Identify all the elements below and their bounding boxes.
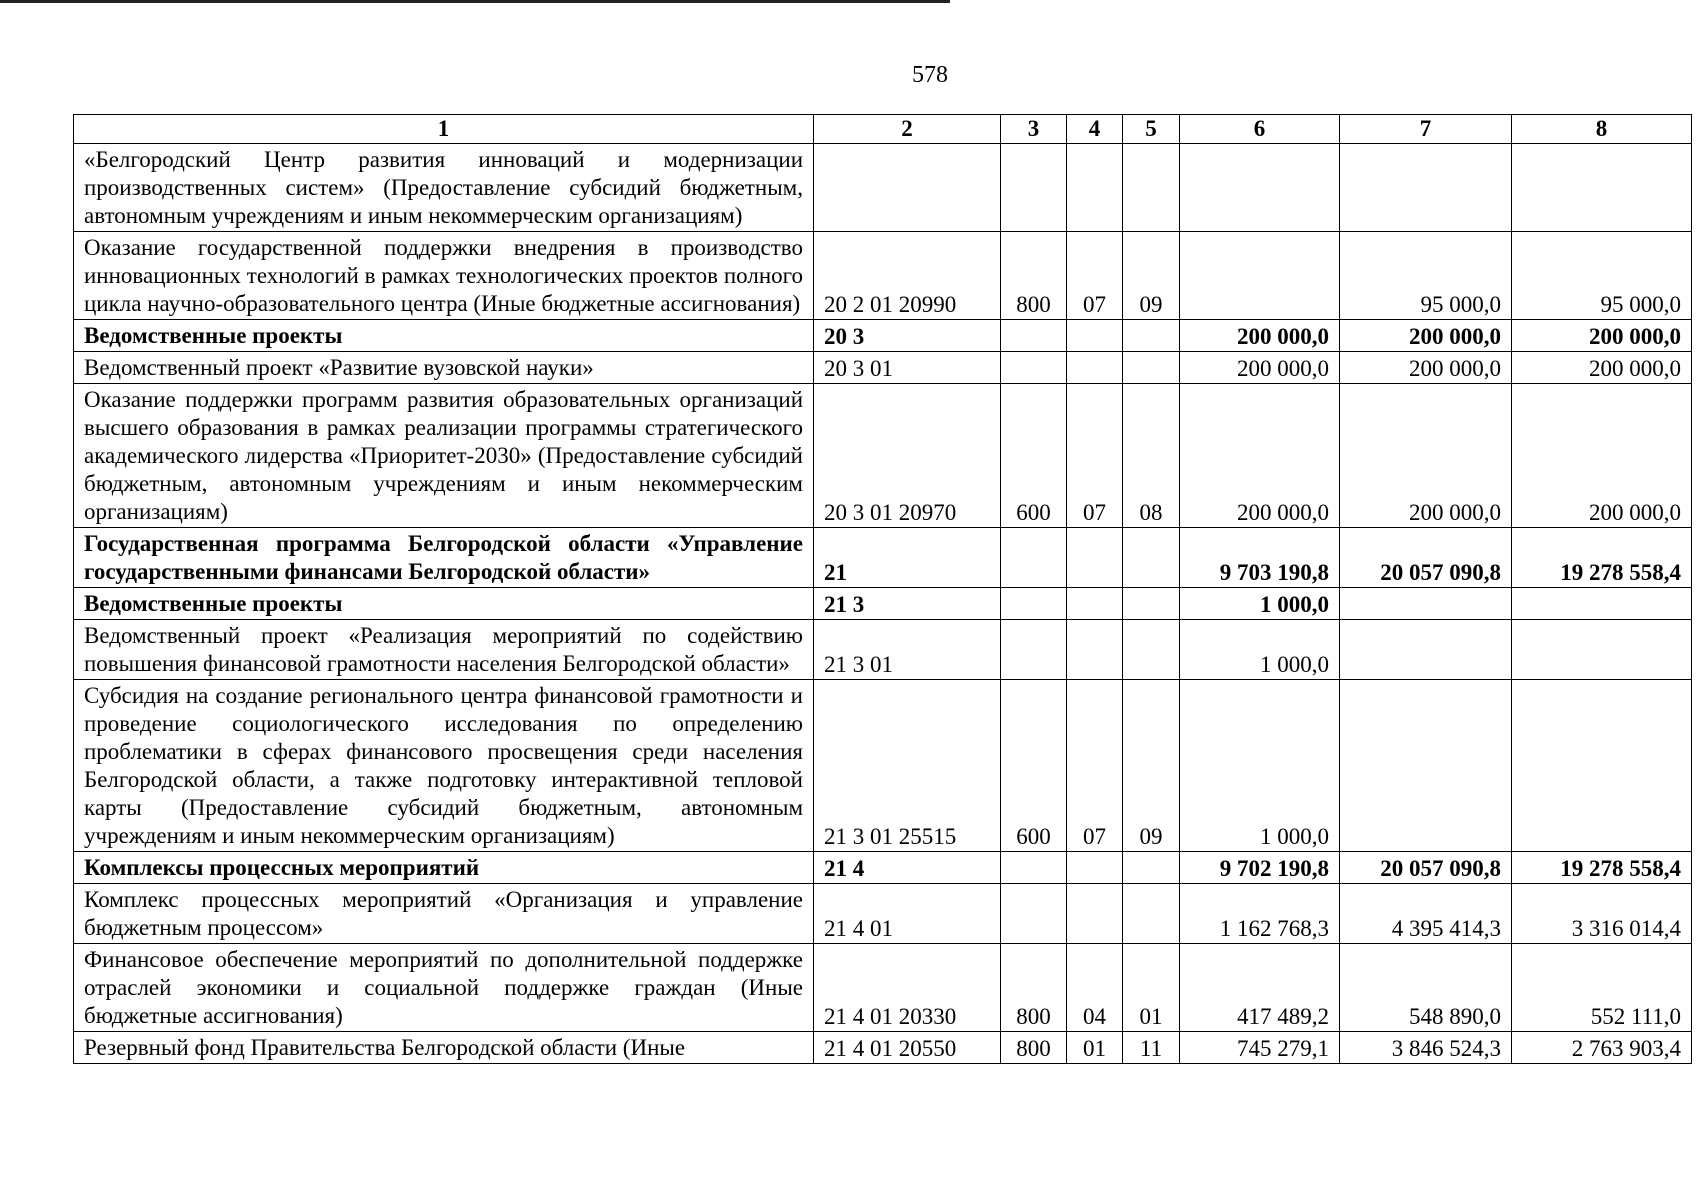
row-expense-type — [1001, 144, 1067, 232]
row-description: Ведомственные проекты — [74, 320, 814, 352]
row-amount-col8: 2 763 903,4 — [1512, 1032, 1692, 1064]
header-col-6: 6 — [1180, 115, 1340, 144]
row-amount-col6: 1 162 768,3 — [1180, 884, 1340, 944]
row-description: Резервный фонд Правительства Белгородской области (Иные — [74, 1032, 814, 1064]
row-amount-col7: 548 890,0 — [1340, 944, 1512, 1032]
table-row — [74, 620, 1692, 680]
row-amount-col8: 552 111,0 — [1512, 944, 1692, 1032]
row-amount-col6 — [1180, 144, 1340, 232]
row-subsection: 09 — [1123, 680, 1180, 852]
row-amount-col7 — [1340, 620, 1512, 680]
row-code: 20 3 01 — [814, 352, 1001, 384]
table-row — [74, 884, 1692, 944]
row-expense-type — [1001, 852, 1067, 884]
row-amount-col8: 200 000,0 — [1512, 352, 1692, 384]
row-code: 21 4 01 20330 — [814, 944, 1001, 1032]
row-description: Оказание поддержки программ развития образовательных организаций высшего образования в рамках реализации программы стратегического академического лидерства «Приоритет-2030» (Предоставление субсидий бюджетным, автономным учреждениям и иным некоммерческим организациям) — [74, 384, 814, 528]
row-section — [1067, 852, 1123, 884]
row-section — [1067, 352, 1123, 384]
row-amount-col6: 1 000,0 — [1180, 588, 1340, 620]
row-expense-type: 800 — [1001, 944, 1067, 1032]
row-amount-col8: 200 000,0 — [1512, 384, 1692, 528]
row-code: 21 — [814, 528, 1001, 588]
table-row — [74, 944, 1692, 1032]
row-code: 20 2 01 20990 — [814, 232, 1001, 320]
page-number: 578 — [912, 62, 948, 88]
row-description: Ведомственный проект «Развитие вузовской науки» — [74, 352, 814, 384]
table-row — [74, 852, 1692, 884]
row-amount-col7 — [1340, 144, 1512, 232]
row-subsection — [1123, 620, 1180, 680]
row-subsection — [1123, 320, 1180, 352]
row-amount-col6: 200 000,0 — [1180, 384, 1340, 528]
row-amount-col8: 3 316 014,4 — [1512, 884, 1692, 944]
top-rule — [0, 0, 950, 3]
table-row — [74, 384, 1692, 528]
row-amount-col6 — [1180, 232, 1340, 320]
row-subsection — [1123, 528, 1180, 588]
row-subsection — [1123, 852, 1180, 884]
row-description: Комплексы процессных мероприятий — [74, 852, 814, 884]
row-code: 21 3 — [814, 588, 1001, 620]
row-amount-col7: 4 395 414,3 — [1340, 884, 1512, 944]
row-amount-col7: 3 846 524,3 — [1340, 1032, 1512, 1064]
row-code: 20 3 01 20970 — [814, 384, 1001, 528]
row-section — [1067, 884, 1123, 944]
table-row — [74, 320, 1692, 352]
row-section — [1067, 144, 1123, 232]
table-row — [74, 1032, 1692, 1064]
row-amount-col7: 200 000,0 — [1340, 320, 1512, 352]
row-expense-type — [1001, 620, 1067, 680]
row-description: Ведомственный проект «Реализация мероприятий по содействию повышения финансовой грамотности населения Белгородской области» — [74, 620, 814, 680]
row-code: 21 4 01 20550 — [814, 1032, 1001, 1064]
row-amount-col7: 95 000,0 — [1340, 232, 1512, 320]
row-subsection: 08 — [1123, 384, 1180, 528]
row-amount-col7: 20 057 090,8 — [1340, 852, 1512, 884]
row-amount-col8: 19 278 558,4 — [1512, 852, 1692, 884]
row-expense-type — [1001, 884, 1067, 944]
row-section: 07 — [1067, 384, 1123, 528]
row-amount-col6: 200 000,0 — [1180, 352, 1340, 384]
row-amount-col7: 200 000,0 — [1340, 352, 1512, 384]
header-col-1: 1 — [74, 115, 814, 144]
row-subsection: 01 — [1123, 944, 1180, 1032]
header-col-8: 8 — [1512, 115, 1692, 144]
row-amount-col6: 9 703 190,8 — [1180, 528, 1340, 588]
budget-table — [73, 114, 1692, 1064]
row-subsection — [1123, 588, 1180, 620]
table-row — [74, 144, 1692, 232]
row-subsection — [1123, 144, 1180, 232]
row-expense-type — [1001, 352, 1067, 384]
row-amount-col6: 1 000,0 — [1180, 680, 1340, 852]
row-description: Оказание государственной поддержки внедрения в производство инновационных технологий в рамках технологических проектов полного цикла научно-образовательного центра (Иные бюджетные ассигнования) — [74, 232, 814, 320]
row-expense-type: 600 — [1001, 680, 1067, 852]
table-body — [74, 144, 1692, 1064]
header-row — [74, 115, 1692, 144]
row-code — [814, 144, 1001, 232]
header-col-7: 7 — [1340, 115, 1512, 144]
row-amount-col6: 745 279,1 — [1180, 1032, 1340, 1064]
row-section — [1067, 588, 1123, 620]
table-row — [74, 588, 1692, 620]
row-amount-col8 — [1512, 144, 1692, 232]
row-expense-type — [1001, 588, 1067, 620]
row-subsection — [1123, 884, 1180, 944]
row-subsection: 11 — [1123, 1032, 1180, 1064]
row-subsection — [1123, 352, 1180, 384]
row-code: 21 4 — [814, 852, 1001, 884]
row-section: 01 — [1067, 1032, 1123, 1064]
row-expense-type: 600 — [1001, 384, 1067, 528]
row-code: 21 3 01 — [814, 620, 1001, 680]
row-section: 07 — [1067, 232, 1123, 320]
row-code: 20 3 — [814, 320, 1001, 352]
row-description: Ведомственные проекты — [74, 588, 814, 620]
header-col-5: 5 — [1123, 115, 1180, 144]
row-section — [1067, 320, 1123, 352]
row-code: 21 4 01 — [814, 884, 1001, 944]
row-amount-col8: 95 000,0 — [1512, 232, 1692, 320]
row-amount-col6: 417 489,2 — [1180, 944, 1340, 1032]
row-amount-col8 — [1512, 588, 1692, 620]
header-col-3: 3 — [1001, 115, 1067, 144]
row-description: «Белгородский Центр развития инноваций и модернизации производственных систем» (Предоставление субсидий бюджетным, автономным учреждениям и иным некоммерческим организациям) — [74, 144, 814, 232]
row-section — [1067, 620, 1123, 680]
row-expense-type — [1001, 528, 1067, 588]
row-amount-col7: 200 000,0 — [1340, 384, 1512, 528]
row-description: Субсидия на создание регионального центра финансовой грамотности и проведение социологического исследования по определению проблематики в сферах финансового просвещения среди населения Белгородской области, а также подготовку интерактивной тепловой карты (Предоставление субсидий бюджетным, автономным учреждениям и иным некоммерческим организациям) — [74, 680, 814, 852]
header-col-2: 2 — [814, 115, 1001, 144]
table-row — [74, 528, 1692, 588]
row-description: Финансовое обеспечение мероприятий по дополнительной поддержке отраслей экономики и социальной поддержке граждан (Иные бюджетные ассигнования) — [74, 944, 814, 1032]
row-amount-col7 — [1340, 588, 1512, 620]
row-section: 04 — [1067, 944, 1123, 1032]
row-description: Государственная программа Белгородской области «Управление государственными финансами Белгородской области» — [74, 528, 814, 588]
row-expense-type: 800 — [1001, 1032, 1067, 1064]
row-subsection: 09 — [1123, 232, 1180, 320]
table-row — [74, 352, 1692, 384]
row-expense-type: 800 — [1001, 232, 1067, 320]
table-row — [74, 232, 1692, 320]
row-description: Комплекс процессных мероприятий «Организация и управление бюджетным процессом» — [74, 884, 814, 944]
row-amount-col8: 200 000,0 — [1512, 320, 1692, 352]
row-amount-col8 — [1512, 680, 1692, 852]
row-amount-col7: 20 057 090,8 — [1340, 528, 1512, 588]
header-col-4: 4 — [1067, 115, 1123, 144]
row-section — [1067, 528, 1123, 588]
row-amount-col6: 200 000,0 — [1180, 320, 1340, 352]
row-amount-col6: 9 702 190,8 — [1180, 852, 1340, 884]
table-row — [74, 680, 1692, 852]
row-amount-col6: 1 000,0 — [1180, 620, 1340, 680]
row-code: 21 3 01 25515 — [814, 680, 1001, 852]
row-section: 07 — [1067, 680, 1123, 852]
row-amount-col7 — [1340, 680, 1512, 852]
row-amount-col8 — [1512, 620, 1692, 680]
row-amount-col8: 19 278 558,4 — [1512, 528, 1692, 588]
row-expense-type — [1001, 320, 1067, 352]
